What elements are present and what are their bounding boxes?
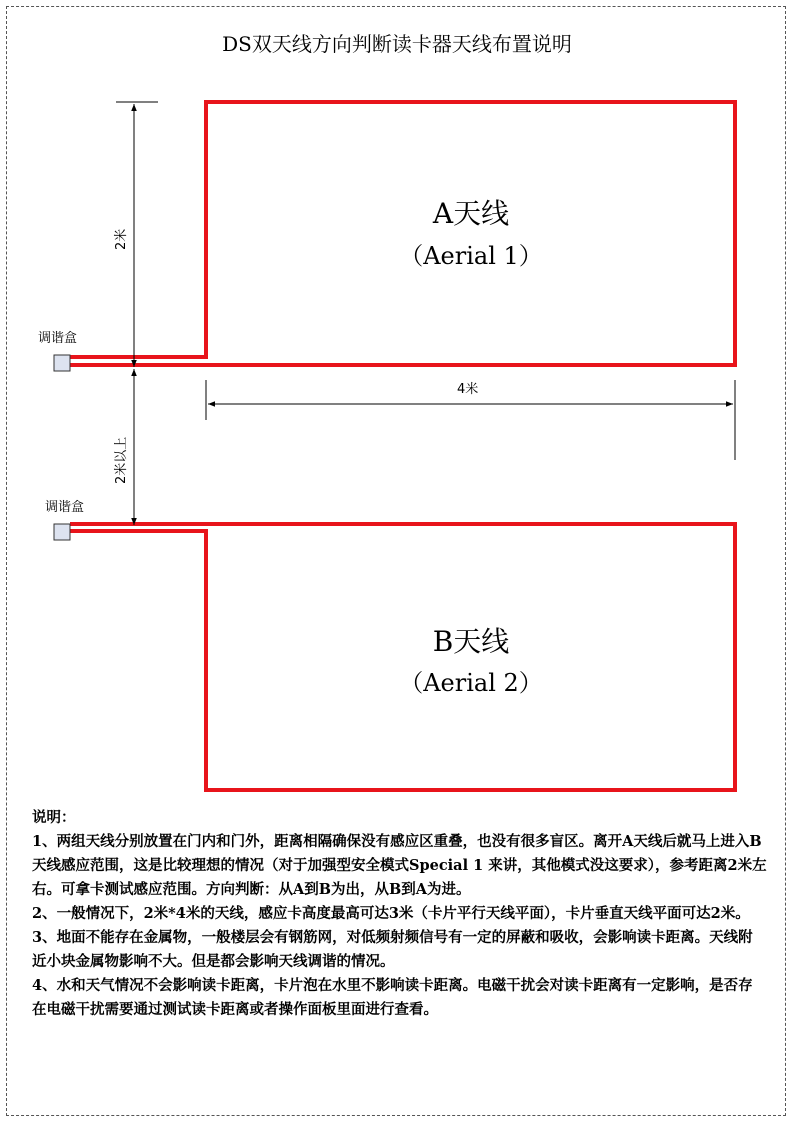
tuning-box-label-b: 调谐盒	[45, 500, 85, 515]
tuning-box-label-a: 调谐盒	[38, 331, 78, 346]
antenna-a-name: A天线	[432, 197, 510, 230]
tuning-box-b	[54, 524, 70, 540]
antenna-a-sub: （Aerial 1）	[399, 242, 543, 270]
antenna-a-loop	[70, 102, 735, 365]
notes-heading: 说明：	[32, 809, 76, 826]
antenna-b-name: B天线	[432, 625, 510, 658]
page-title: DS双天线方向判断读卡器天线布置说明	[222, 32, 572, 56]
note-item-2: 2、一般情况下，2米*4米的天线，感应卡高度最高可达3米（卡片平行天线平面），卡片垂直天线平面可达2米。	[32, 905, 750, 922]
tuning-box-a	[54, 355, 70, 371]
antenna-b-sub: （Aerial 2）	[399, 669, 543, 697]
dim-label-height: 2米	[114, 228, 129, 250]
dim-label-gap: 2米以上	[114, 436, 129, 484]
dim-label-width: 4米	[457, 382, 479, 397]
note-item-3: 3、地面不能存在金属物，一般楼层会有钢筋网，对低频射频信号有一定的屏蔽和吸收，会影响读卡距离。天线附近小块金属物影响不大。但是都会影响天线调谐的情况。	[32, 929, 753, 970]
note-item-1: 1、两组天线分别放置在门内和门外，距离相隔确保没有感应区重叠，也没有很多盲区。离开A天线后就马上进入B天线感应范围，这是比较理想的情况（对于加强型安全模式Special 1 来讲，其他模式没这要求），参考距离2米左右。可拿卡测试感应范围。方向判断：从A到B为出，从B到A为进。	[32, 833, 767, 898]
note-item-4: 4、水和天气情况不会影响读卡距离，卡片泡在水里不影响读卡距离。电磁干扰会对读卡距离有一定影响，是否存在电磁干扰需要通过测试读卡距离或者操作面板里面进行查看。	[32, 977, 753, 1018]
notes-section	[32, 806, 767, 1022]
